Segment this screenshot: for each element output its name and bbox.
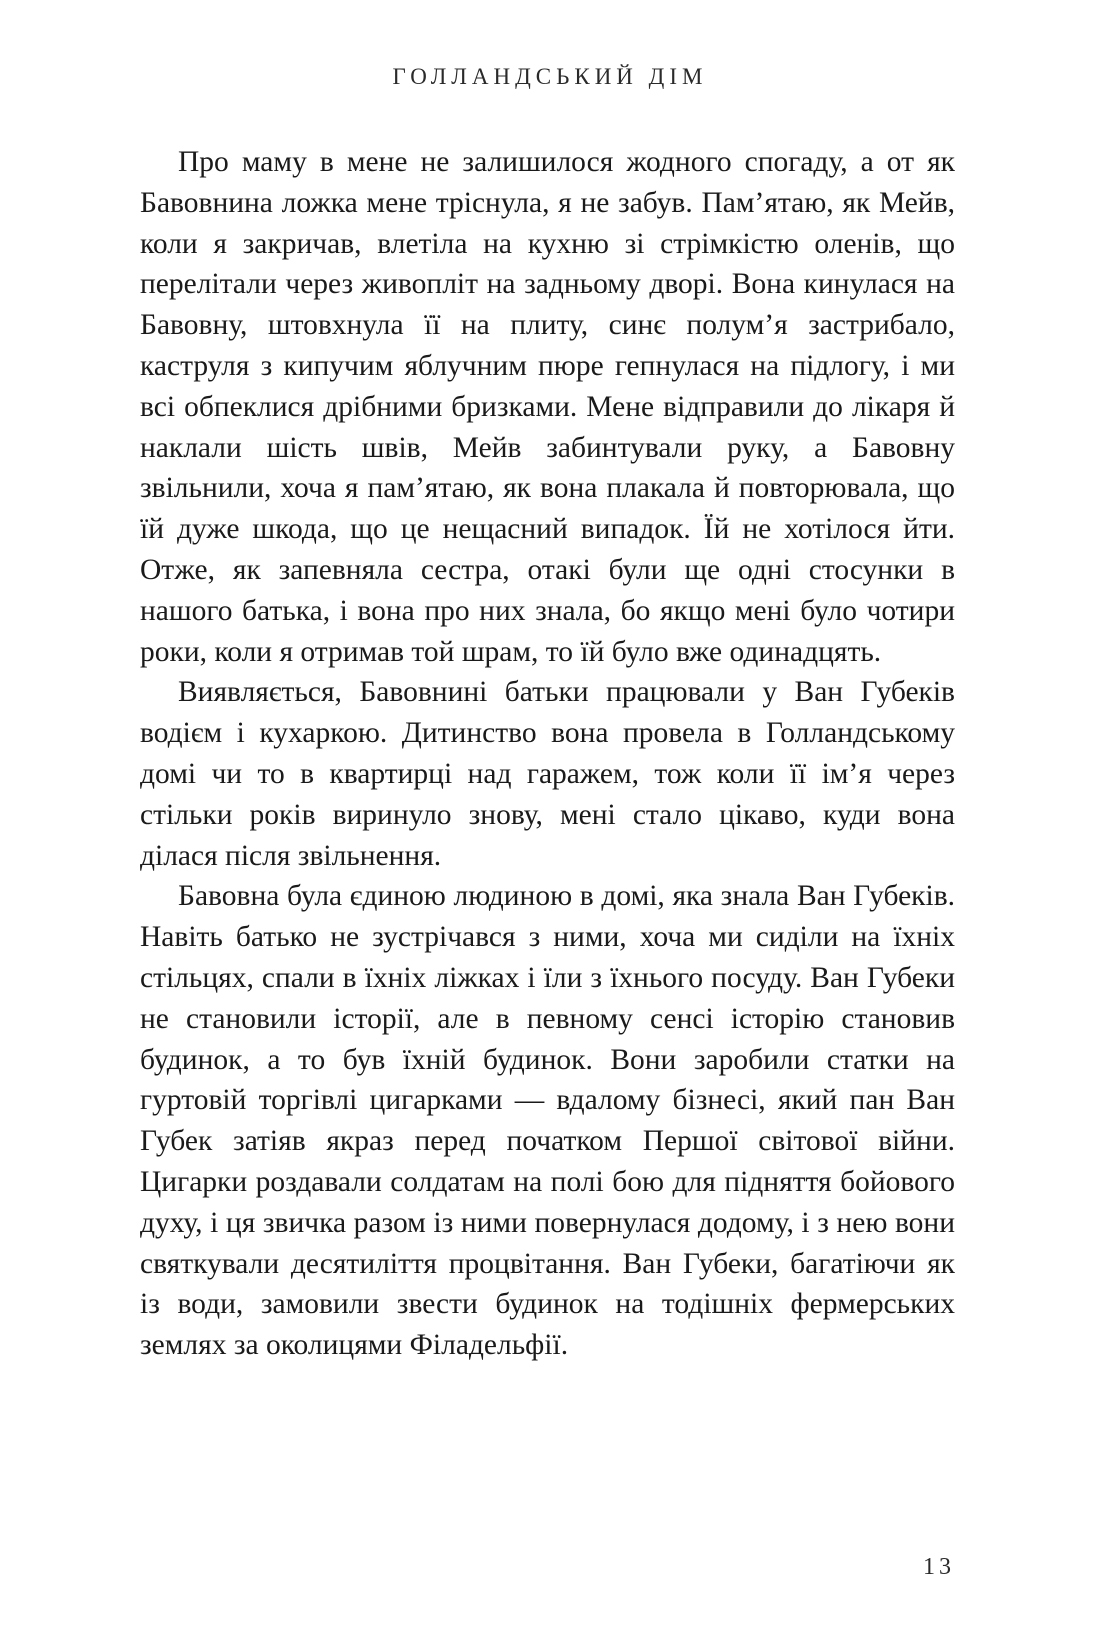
body-text [140,142,955,1366]
running-header-title: ГОЛЛАНДСЬКИЙ ДІМ [392,64,708,89]
paragraph-2: Виявляється, Бавовнині батьки працювали у Ван Губеків водієм і кухаркою. Дитинство вона провела в Голландському домі чи то в квартирці над гаражем, тож коли її ім’я через стільки років виринуло знову, мені стало цікаво, куди вона ділася після звільнення. [140,676,955,872]
paragraph-1: Про маму в мене не залишилося жодного спогаду, а от як Бавовнина ложка мене тріснула, я не забув. Пам’ятаю, як Мейв, коли я закричав, влетіла на кухню зі стрімкістю оленів, що перелітали через живопліт на задньому дворі. Вона кинулася на Бавовну, штовхнула її на плиту, синє полум’я застрибало, каструля з кипучим яблучним пюре гепнулася на підлогу, і ми всі обпеклися дрібними бризками. Мене відправили до лікаря й наклали шість швів, Мейв забинтували руку, а Бавовну звільнили, хоча я пам’ятаю, як вона плакала й повторювала, що їй дуже шкода, що це нещасний випадок. Їй не хотілося йти. Отже, як запевняла сестра, отакі були ще одні стосунки в нашого батька, і вона про них знала, бо якщо мені було чотири роки, коли я отримав той шрам, то їй було вже одинадцять. [140,146,955,668]
page-number: 13 [923,1554,955,1580]
paragraph-3: Бавовна була єдиною людиною в домі, яка знала Ван Губеків. Навіть батько не зустрічався з ними, хоча ми сиділи на їхніх стільцях, спали в їхніх ліжках і їли з їхнього посуду. Ван Губеки не становили історії, але в певному сенсі історію становив будинок, а то був їхній будинок. Вони заробили статки на гуртовій торгівлі цигарками — вдалому бізнесі, який пан Ван Губек затіяв якраз перед початком Першої світової війни. Цигарки роздавали солдатам на полі бою для підняття бойового духу, і ця звичка разом із ними повернулася додому, і з нею вони святкували десятиліття процвітання. Ван Губеки, багатіючи як із води, замовили звести будинок на тодішніх фермерських землях за околицями Філадельфії. [140,880,955,1362]
